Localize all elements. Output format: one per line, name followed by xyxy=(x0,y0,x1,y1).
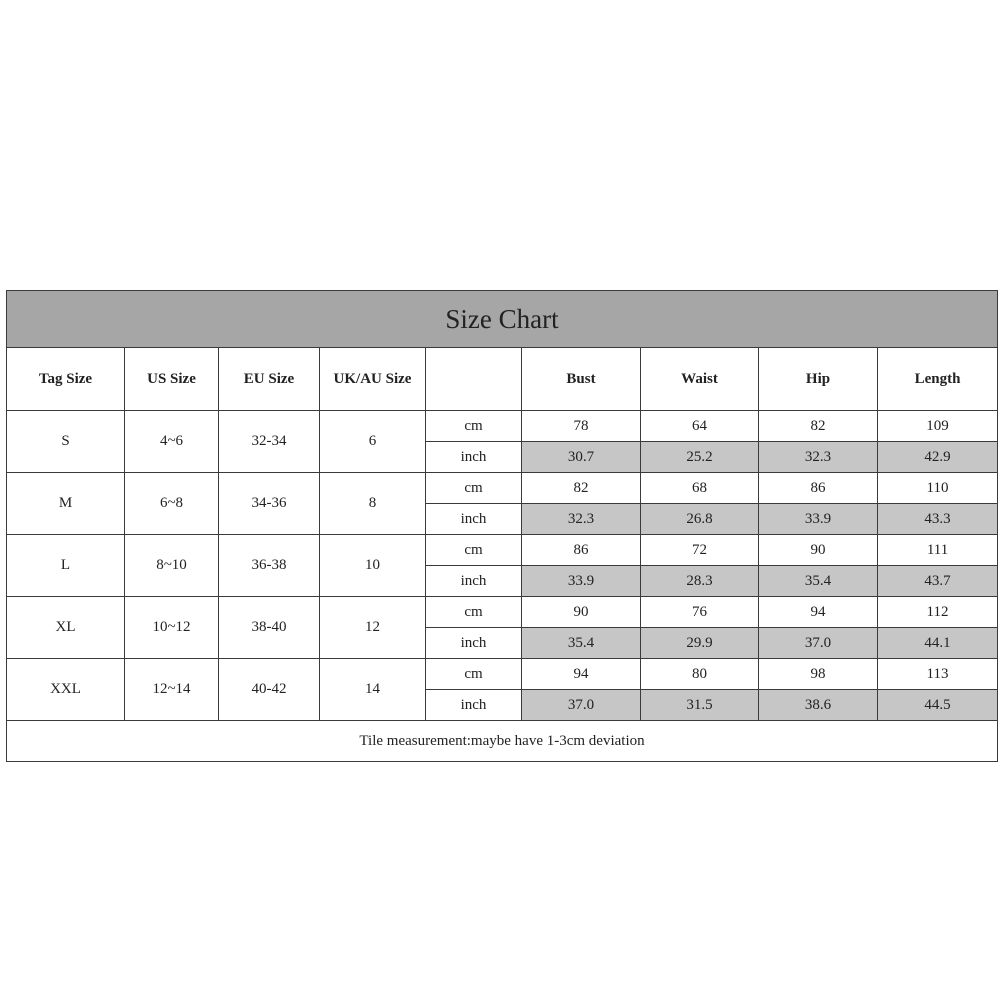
length-cm-cell: 111 xyxy=(878,535,998,566)
unit-label-cm: cm xyxy=(426,659,522,690)
hip-cm-cell: 86 xyxy=(759,473,878,504)
waist-cm-cell: 72 xyxy=(641,535,759,566)
tag-size-cell: XL xyxy=(7,597,125,659)
us-size-header: US Size xyxy=(125,348,219,411)
bust-header: Bust xyxy=(522,348,641,411)
measurement-note: Tile measurement:maybe have 1-3cm deviation xyxy=(7,721,998,762)
eu-size-cell: 38-40 xyxy=(219,597,320,659)
eu-size-cell: 40-42 xyxy=(219,659,320,721)
tag-size-cell: L xyxy=(7,535,125,597)
bust-cm-cell: 90 xyxy=(522,597,641,628)
hip-inch-cell: 32.3 xyxy=(759,442,878,473)
bust-inch-cell: 37.0 xyxy=(522,690,641,721)
length-cm-cell: 113 xyxy=(878,659,998,690)
note-row xyxy=(7,721,998,762)
hip-cm-cell: 90 xyxy=(759,535,878,566)
length-inch-cell: 43.7 xyxy=(878,566,998,597)
hip-cm-cell: 98 xyxy=(759,659,878,690)
bust-inch-cell: 30.7 xyxy=(522,442,641,473)
tag-size-cell: XXL xyxy=(7,659,125,721)
uk-au-size-cell: 8 xyxy=(320,473,426,535)
unit-label-inch: inch xyxy=(426,628,522,659)
tag-size-header: Tag Size xyxy=(7,348,125,411)
unit-label-cm: cm xyxy=(426,473,522,504)
us-size-cell: 10~12 xyxy=(125,597,219,659)
bust-inch-cell: 32.3 xyxy=(522,504,641,535)
eu-size-cell: 34-36 xyxy=(219,473,320,535)
us-size-cell: 8~10 xyxy=(125,535,219,597)
length-cm-cell: 112 xyxy=(878,597,998,628)
us-size-cell: 6~8 xyxy=(125,473,219,535)
eu-size-cell: 36-38 xyxy=(219,535,320,597)
bust-inch-cell: 35.4 xyxy=(522,628,641,659)
uk-au-size-header: UK/AU Size xyxy=(320,348,426,411)
size-row-s-cm xyxy=(7,411,998,442)
eu-size-header: EU Size xyxy=(219,348,320,411)
length-inch-cell: 44.1 xyxy=(878,628,998,659)
us-size-cell: 12~14 xyxy=(125,659,219,721)
header-row xyxy=(7,348,998,411)
length-inch-cell: 43.3 xyxy=(878,504,998,535)
unit-label-inch: inch xyxy=(426,442,522,473)
hip-cm-cell: 94 xyxy=(759,597,878,628)
waist-inch-cell: 28.3 xyxy=(641,566,759,597)
unit-label-cm: cm xyxy=(426,411,522,442)
length-header: Length xyxy=(878,348,998,411)
bust-cm-cell: 82 xyxy=(522,473,641,504)
hip-inch-cell: 33.9 xyxy=(759,504,878,535)
hip-inch-cell: 35.4 xyxy=(759,566,878,597)
size-chart-table xyxy=(6,290,998,762)
hip-inch-cell: 38.6 xyxy=(759,690,878,721)
waist-inch-cell: 25.2 xyxy=(641,442,759,473)
hip-cm-cell: 82 xyxy=(759,411,878,442)
unit-header xyxy=(426,348,522,411)
waist-inch-cell: 31.5 xyxy=(641,690,759,721)
unit-label-cm: cm xyxy=(426,535,522,566)
unit-label-inch: inch xyxy=(426,504,522,535)
length-inch-cell: 42.9 xyxy=(878,442,998,473)
length-inch-cell: 44.5 xyxy=(878,690,998,721)
size-row-m-cm xyxy=(7,473,998,504)
hip-inch-cell: 37.0 xyxy=(759,628,878,659)
uk-au-size-cell: 10 xyxy=(320,535,426,597)
bust-cm-cell: 78 xyxy=(522,411,641,442)
size-row-l-cm xyxy=(7,535,998,566)
waist-inch-cell: 29.9 xyxy=(641,628,759,659)
uk-au-size-cell: 12 xyxy=(320,597,426,659)
size-row-xl-cm xyxy=(7,597,998,628)
unit-label-cm: cm xyxy=(426,597,522,628)
us-size-cell: 4~6 xyxy=(125,411,219,473)
size-chart-title: Size Chart xyxy=(7,291,998,348)
eu-size-cell: 32-34 xyxy=(219,411,320,473)
hip-header: Hip xyxy=(759,348,878,411)
waist-cm-cell: 64 xyxy=(641,411,759,442)
length-cm-cell: 109 xyxy=(878,411,998,442)
bust-inch-cell: 33.9 xyxy=(522,566,641,597)
waist-header: Waist xyxy=(641,348,759,411)
waist-cm-cell: 68 xyxy=(641,473,759,504)
tag-size-cell: M xyxy=(7,473,125,535)
unit-label-inch: inch xyxy=(426,690,522,721)
unit-label-inch: inch xyxy=(426,566,522,597)
uk-au-size-cell: 14 xyxy=(320,659,426,721)
size-row-xxl-cm xyxy=(7,659,998,690)
waist-cm-cell: 80 xyxy=(641,659,759,690)
waist-inch-cell: 26.8 xyxy=(641,504,759,535)
bust-cm-cell: 86 xyxy=(522,535,641,566)
waist-cm-cell: 76 xyxy=(641,597,759,628)
length-cm-cell: 110 xyxy=(878,473,998,504)
tag-size-cell: S xyxy=(7,411,125,473)
uk-au-size-cell: 6 xyxy=(320,411,426,473)
bust-cm-cell: 94 xyxy=(522,659,641,690)
